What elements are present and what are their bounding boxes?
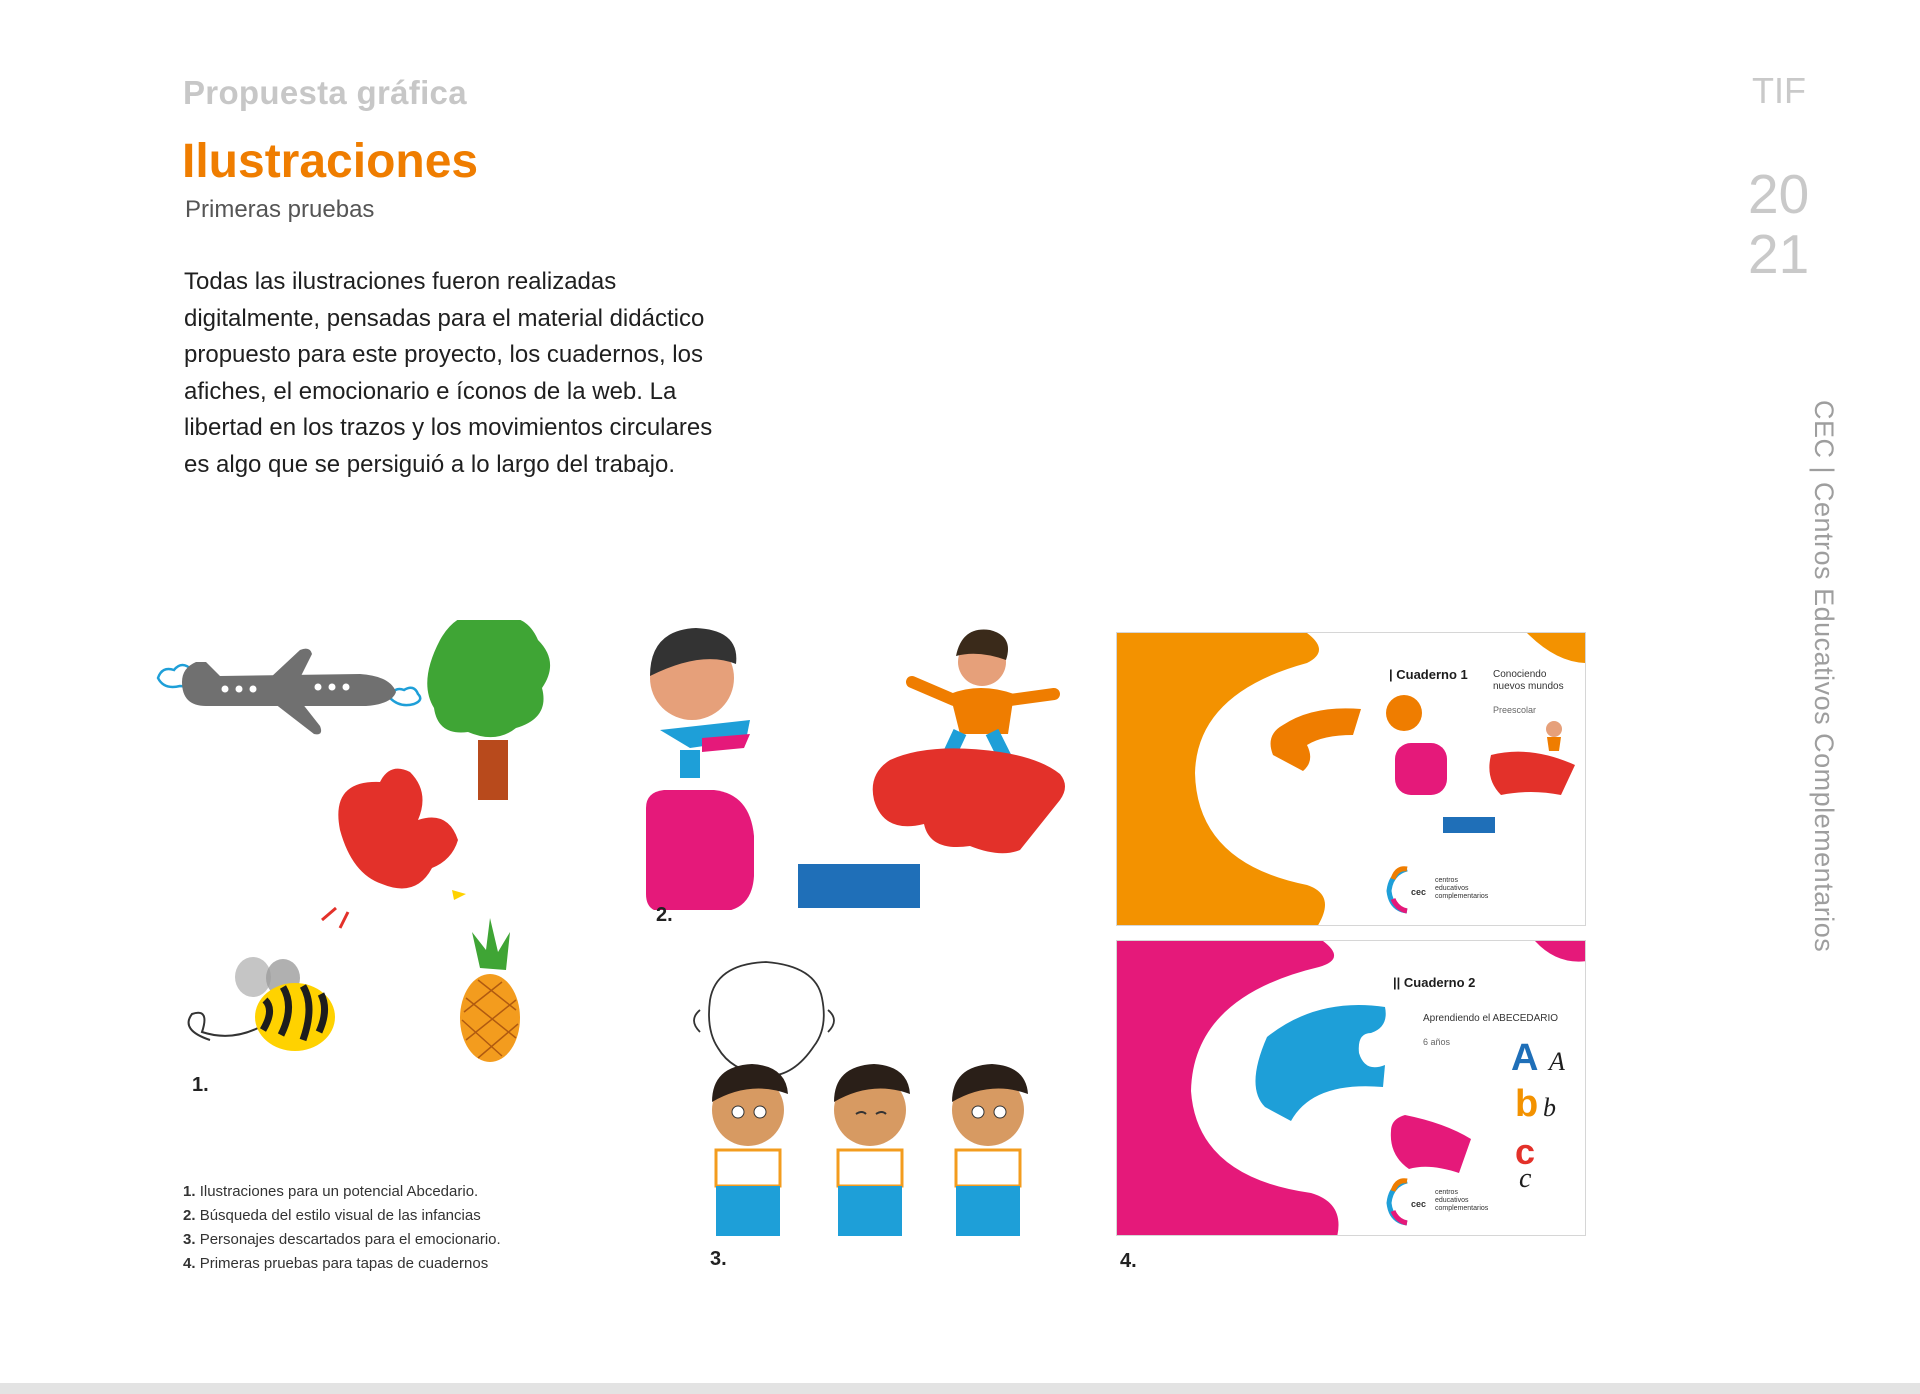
cec-logo — [1389, 1181, 1407, 1223]
letter-a-block: A — [1511, 1037, 1539, 1079]
cover-1-logo-text: cec — [1411, 887, 1427, 897]
cover-1-logo-caption: centros educativos complementarios — [1435, 877, 1489, 900]
year-label — [1748, 164, 1809, 284]
year-bottom: 21 — [1748, 223, 1810, 285]
cover-2-age: 6 años — [1423, 1037, 1451, 1047]
cover-1-subtitle: Conociendo nuevos mundos — [1493, 669, 1564, 692]
letter-b-block: b — [1515, 1083, 1539, 1125]
bottom-bar — [0, 1383, 1920, 1394]
letter-b-script: b — [1543, 1093, 1556, 1122]
notebook-cover-2 — [1116, 940, 1586, 1236]
boy-neutral — [712, 1064, 788, 1236]
caption-item: 2. Búsqueda del estilo visual de las infancias — [183, 1207, 481, 1224]
bee-icon — [189, 957, 335, 1051]
year-top: 20 — [1748, 163, 1810, 225]
figure-captions — [183, 1180, 501, 1276]
letter-a-script: A — [1549, 1047, 1565, 1076]
figure-1-illustrations — [140, 620, 580, 1090]
figure-number-1: 1. — [192, 1074, 209, 1096]
caption-item: 1. Ilustraciones para un potencial Abcedario. — [183, 1183, 479, 1200]
head-sketch — [694, 962, 834, 1076]
cover-2-title: || Cuaderno 2 — [1393, 975, 1476, 990]
pineapple-icon — [460, 918, 520, 1062]
tree-icon — [427, 620, 550, 800]
figure-3-discarded-characters — [680, 960, 1060, 1250]
cover-2-logo-text: cec — [1411, 1199, 1427, 1209]
page-title: Ilustraciones — [182, 135, 479, 188]
boy-character-2 — [912, 630, 1054, 764]
cover-2-logo-caption: centros educativos complementarios — [1435, 1189, 1489, 1212]
section-label: Propuesta gráfica — [183, 74, 467, 111]
caption-item: 3. Personajes descartados para el emocionario. — [183, 1231, 501, 1248]
figure-number-4: 4. — [1120, 1250, 1137, 1272]
letter-c-block: c — [1515, 1131, 1536, 1172]
body-paragraph: Todas las ilustraciones fueron realizadas digitalmente, pensadas para el material didáctico propuesto para este proyecto, los cuadernos, los afiches, el emocionario e íconos de la web. La libertad en los trazos y los movimientos circulares es algo que se persiguió a lo largo del trabajo. — [184, 268, 713, 478]
figure-2-style-search — [630, 620, 1070, 910]
figure-number-3: 3. — [710, 1248, 727, 1270]
bird-icon — [322, 769, 466, 928]
letter-c-script: c — [1519, 1163, 1532, 1194]
figure-number-2: 2. — [656, 904, 673, 926]
airplane-icon — [158, 649, 420, 735]
boy-character-1 — [650, 628, 750, 778]
boy-calm — [834, 1064, 910, 1236]
cec-logo — [1389, 869, 1407, 911]
page-subtitle: Primeras pruebas — [185, 196, 375, 223]
caption-item: 4. Primeras pruebas para tapas de cuadernos — [183, 1255, 489, 1272]
cover-1-title: | Cuaderno 1 — [1389, 667, 1468, 682]
boy-worried — [952, 1064, 1028, 1236]
notebook-cover-1 — [1116, 632, 1586, 926]
vertical-project-title: CEC | Centros Educativos Complementarios — [1809, 400, 1839, 953]
cover-2-subtitle: Aprendiendo el ABECEDARIO — [1423, 1013, 1559, 1024]
tif-label: TIF — [1752, 70, 1806, 111]
cover-1-level: Preescolar — [1493, 705, 1537, 715]
